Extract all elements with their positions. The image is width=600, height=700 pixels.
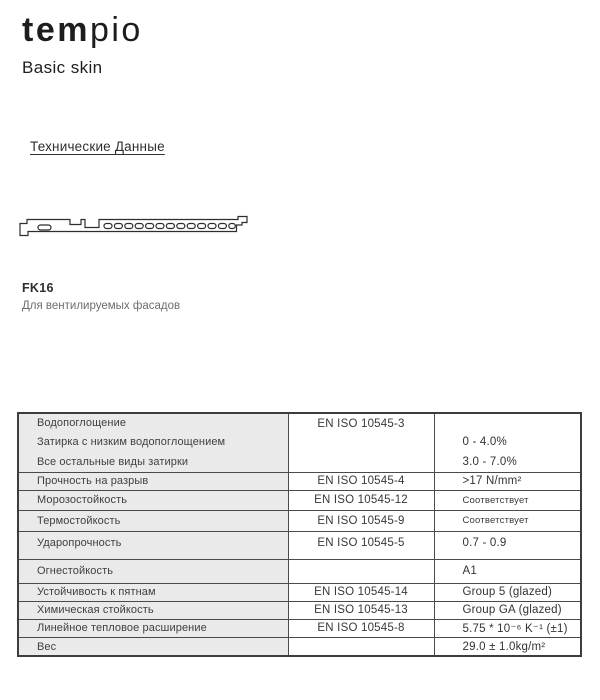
- table-row: [18, 583, 581, 601]
- value-cell: A1: [434, 559, 581, 583]
- table-row: [18, 413, 581, 472]
- property-cell: Огнестойкость: [18, 559, 288, 583]
- property-cell: Устойчивость к пятнам: [18, 583, 288, 601]
- panel-cross-section-icon: [18, 213, 250, 241]
- table-row: [18, 601, 581, 619]
- standard-cell: EN ISO 10545-4: [288, 472, 434, 490]
- property-cell: Морозостойкость: [18, 490, 288, 510]
- technical-data-table: [17, 412, 580, 657]
- brand-logo-bold: tem: [22, 11, 90, 49]
- property-cell: Термостойкость: [18, 510, 288, 531]
- value-cell: 0.7 - 0.9: [434, 531, 581, 559]
- product-description: Для вентилируемых фасадов: [22, 300, 181, 312]
- standard-cell: [288, 637, 434, 656]
- brand-logo-light: pio: [89, 11, 143, 49]
- standard-cell: EN ISO 10545-3: [288, 413, 434, 472]
- standard-cell: EN ISO 10545-5: [288, 531, 434, 559]
- table-row: [18, 559, 581, 583]
- standard-cell: EN ISO 10545-13: [288, 601, 434, 619]
- property-cell: Линейное тепловое расширение: [18, 619, 288, 637]
- standard-cell: EN ISO 10545-8: [288, 619, 434, 637]
- value-cell: 0 - 4.0% 3.0 - 7.0%: [434, 413, 581, 472]
- standard-cell: [288, 559, 434, 583]
- standard-cell: EN ISO 10545-12: [288, 490, 434, 510]
- value-cell: 29.0 ± 1.0kg/m²: [434, 637, 581, 656]
- value-cell: 5.75 * 10⁻⁶ K⁻¹ (±1): [434, 619, 581, 637]
- property-cell: Прочность на разрыв: [18, 472, 288, 490]
- table-row: [18, 637, 581, 656]
- table-row: [18, 619, 581, 637]
- standard-cell: EN ISO 10545-9: [288, 510, 434, 531]
- value-cell: Group 5 (glazed): [434, 583, 581, 601]
- standard-cell: EN ISO 10545-14: [288, 583, 434, 601]
- value-cell: Соответствует: [434, 510, 581, 531]
- brand-logo: [22, 8, 143, 52]
- product-line-title: Basic skin: [22, 58, 103, 77]
- value-cell: >17 N/mm²: [434, 472, 581, 490]
- table-row: [18, 490, 581, 510]
- value-cell: Group GA (glazed): [434, 601, 581, 619]
- property-cell: Химическая стойкость: [18, 601, 288, 619]
- property-cell: Ударопрочность: [18, 531, 288, 559]
- property-cell: Вес: [18, 637, 288, 656]
- table-row: [18, 472, 581, 490]
- value-cell: Соответствует: [434, 490, 581, 510]
- table-row: [18, 531, 581, 559]
- table-row: [18, 510, 581, 531]
- section-title: Технические Данные: [30, 139, 165, 154]
- product-code: FK16: [22, 281, 54, 295]
- property-cell: Водопоглощение Затирка с низким водопоглощением Все остальные виды затирки: [18, 413, 288, 472]
